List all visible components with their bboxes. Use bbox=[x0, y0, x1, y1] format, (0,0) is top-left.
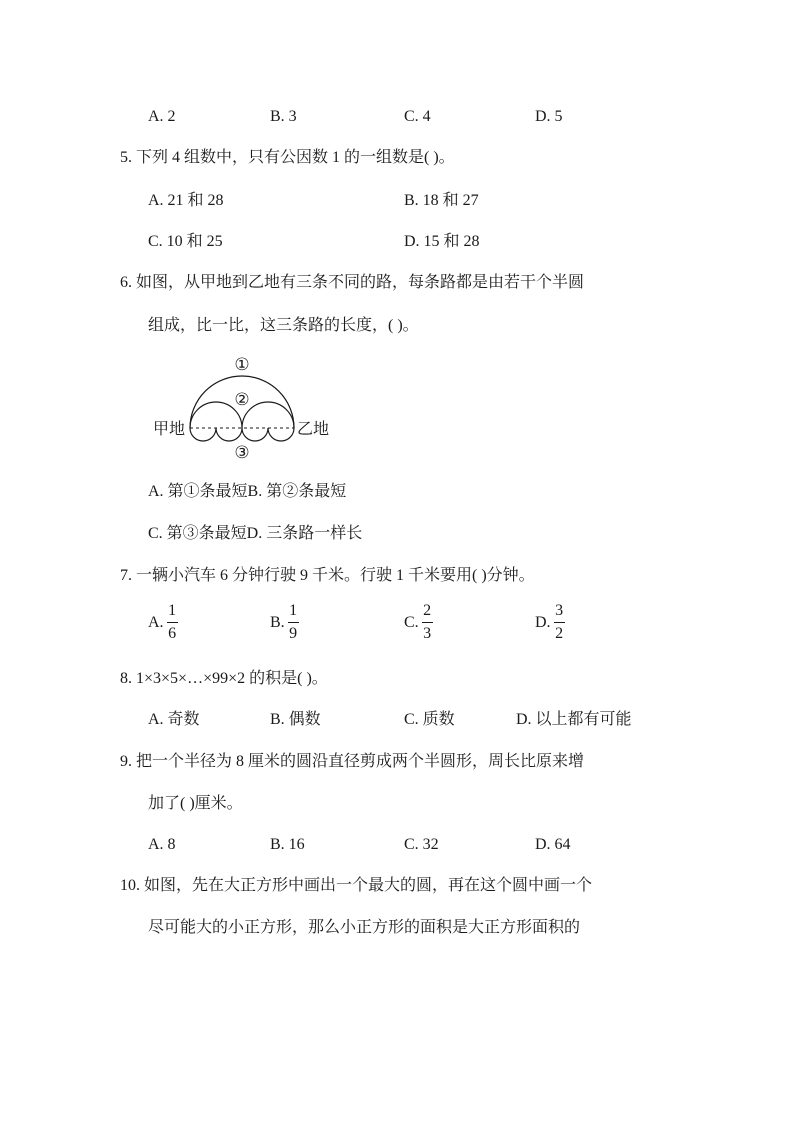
q9-stem-line1: 9. 把一个半径为 8 厘米的圆沿直径剪成两个半圆形，周长比原来增 bbox=[120, 753, 585, 770]
q7-stem: 7. 一辆小汽车 6 分钟行驶 9 千米。行驶 1 千米要用( )分钟。 bbox=[120, 567, 535, 584]
q7-option-b bbox=[270, 603, 299, 642]
option-label: B. bbox=[270, 613, 285, 631]
fraction-numerator: 1 bbox=[289, 602, 298, 619]
fraction-numerator: 3 bbox=[555, 602, 564, 619]
path3-semicircle-1 bbox=[190, 428, 216, 441]
path3-semicircle-4 bbox=[268, 428, 294, 441]
q6-options-line2: C. 第③条最短D. 三条路一样长 bbox=[148, 525, 363, 542]
q7-option-d bbox=[535, 603, 565, 642]
q8-option-d: D. 以上都有可能 bbox=[516, 711, 632, 728]
q6-options-line1: A. 第①条最短B. 第②条最短 bbox=[148, 483, 347, 500]
option-label: A. bbox=[148, 613, 164, 631]
q9-option-d: D. 64 bbox=[535, 836, 571, 853]
q9-option-b: B. 16 bbox=[270, 836, 305, 853]
fraction bbox=[288, 603, 299, 642]
fraction bbox=[167, 603, 178, 642]
fraction-denominator: 2 bbox=[555, 625, 564, 642]
path2-semicircle-right bbox=[242, 402, 294, 428]
q4-option-a: A. 2 bbox=[148, 108, 176, 125]
q5-option-a: A. 21 和 28 bbox=[148, 192, 224, 209]
q10-stem-line1: 10. 如图，先在大正方形中画出一个最大的圆，再在这个圆中画一个 bbox=[120, 877, 593, 894]
q10-stem-line2: 尽可能大的小正方形，那么小正方形的面积是大正方形面积的 bbox=[148, 919, 581, 936]
option-label: C. bbox=[404, 613, 419, 631]
fraction bbox=[554, 603, 565, 642]
q5-stem: 5. 下列 4 组数中，只有公因数 1 的一组数是( )。 bbox=[120, 149, 455, 166]
q6-stem-line2: 组成，比一比，这三条路的长度，( )。 bbox=[148, 317, 419, 334]
q8-option-c: C. 质数 bbox=[404, 711, 455, 728]
q6-semicircle-figure bbox=[140, 350, 350, 468]
q4-option-c: C. 4 bbox=[404, 108, 431, 125]
label-start: 甲地 bbox=[153, 419, 186, 438]
q5-option-b: B. 18 和 27 bbox=[404, 192, 479, 209]
label-path2: ② bbox=[234, 390, 250, 410]
q9-stem-line2: 加了( )厘米。 bbox=[148, 795, 243, 812]
q8-option-b: B. 偶数 bbox=[270, 711, 321, 728]
path3-semicircle-2 bbox=[216, 428, 242, 441]
option-label: D. bbox=[535, 613, 551, 631]
q9-option-a: A. 8 bbox=[148, 836, 176, 853]
fraction bbox=[422, 603, 433, 642]
label-end: 乙地 bbox=[297, 419, 330, 438]
label-path1: ① bbox=[234, 355, 250, 375]
q7-option-a bbox=[148, 603, 178, 642]
q4-option-b: B. 3 bbox=[270, 108, 297, 125]
fraction-denominator: 3 bbox=[423, 625, 432, 642]
label-path3: ③ bbox=[234, 443, 250, 463]
q8-option-a: A. 奇数 bbox=[148, 711, 200, 728]
path3-semicircle-3 bbox=[242, 428, 268, 441]
q5-option-c: C. 10 和 25 bbox=[148, 233, 223, 250]
q9-option-c: C. 32 bbox=[404, 836, 439, 853]
q5-option-d: D. 15 和 28 bbox=[404, 233, 480, 250]
fraction-numerator: 1 bbox=[168, 602, 177, 619]
q4-option-d: D. 5 bbox=[535, 108, 563, 125]
fraction-denominator: 6 bbox=[168, 625, 177, 642]
q7-option-c bbox=[404, 603, 433, 642]
fraction-denominator: 9 bbox=[289, 625, 298, 642]
q8-stem: 8. 1×3×5×…×99×2 的积是( )。 bbox=[120, 670, 328, 687]
fraction-numerator: 2 bbox=[423, 602, 432, 619]
q6-stem-line1: 6. 如图，从甲地到乙地有三条不同的路，每条路都是由若干个半圆 bbox=[120, 274, 585, 291]
